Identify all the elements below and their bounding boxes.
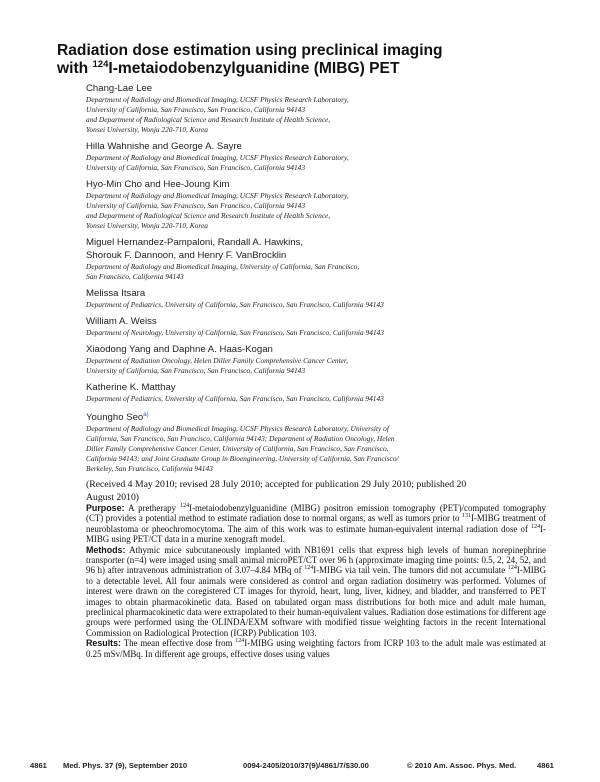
affiliation-line: University of California, San Francisco, San Francisco, California 94143: [86, 105, 306, 114]
text: I-MIBG to a detectable level. All four animals were considered as control and organ radiation dosimetry was performed. Volumes of interest were drawn on the coregistered CT images for thyroid, heart, lung, liver, kidney, and bladder, and transferred to PET images to obtain pharmacokinetic data. Based on tabulated organ mass distributions for both mice and adult male human, preclinical pharmacokinetic data were extrapolated to their human-equivalent values. Radiation dose estimations for different age groups were performed using the: [86, 565, 546, 628]
author-block: [86, 236, 546, 282]
author-block: [86, 178, 546, 231]
affiliation-line: Department of Radiology and Biomedical Imaging, UCSF Physics Research Laboratory,: [86, 153, 349, 162]
text: I-metaiodobenzylguanidine (MIBG) positron emission tomography (PET)/computed tomography (CT) provides a potential method to estimate radiation dose to normal organs, as well as tumors prior to: [86, 503, 546, 524]
affiliation-line: Diller Family Comprehensive Cancer Center, University of California, San Francisco, San Francisco,: [86, 444, 389, 454]
abstract-results: [86, 638, 546, 659]
affiliation-line: San Francisco, California 94143: [86, 272, 184, 281]
affiliation-line: University of California, San Francisco, San Francisco, California 94143: [86, 163, 306, 172]
abstract-methods: [86, 545, 546, 639]
author-name-text: Youngho Seo: [86, 412, 144, 424]
isotope-sup: 124: [235, 638, 245, 645]
text: I-MIBG using PET/CT data in a murine xenograft model.: [86, 523, 546, 545]
affiliation-line: and Department of Radiological Science and Research Institute of Health Science,: [86, 211, 331, 220]
author-name: Chang-Lae Lee: [86, 83, 153, 94]
author-name-continued: Shorouk F. Dannoon, and Henry F. VanBrocklin: [86, 250, 287, 261]
text: Athymic mice subcutaneously implanted with NB1691 cells that express high levels of human norepinephrine transporter (n=4) were imaged using small animal microPET/CT over 96 h (approximate imaging time points: 0.5, 2, 24, 52, and 96 h) after intravenous administration of 3.07–4.84 MBq of: [86, 544, 546, 576]
article-title: [57, 42, 557, 78]
title-suffix: I-metaiodobenzylguanidine (MIBG) PET: [108, 60, 400, 77]
purpose-heading: Purpose:: [86, 503, 125, 513]
title-isotope-superscript: 124: [92, 58, 109, 70]
affiliation-line: Department of Radiology and Biomedical Imaging, UCSF Physics Research Laboratory,: [86, 191, 349, 200]
affiliation-line: Department of Pediatrics, University of California, San Francisco, San Francisco, California 94143: [86, 394, 384, 403]
author-block: [86, 381, 546, 404]
affiliation-line: Yonsei University, Wonju 220-710, Korea: [86, 221, 208, 230]
author-name: Katherine K. Matthay: [86, 382, 176, 393]
text: I-MIBG treatment of neuroblastoma or pheochromocytoma. The aim of this work was to estimate human-equivalent internal radiation dose of: [86, 513, 546, 534]
author-block: [86, 140, 546, 173]
author-name: Xiaodong Yang and Daphne A. Haas-Kogan: [86, 344, 273, 355]
title-prefix: with: [57, 60, 93, 77]
email-link-icon[interactable]: a): [143, 412, 149, 418]
author-name: Melissa Itsara: [86, 288, 146, 299]
journal-citation: Med. Phys. 37 (9), September 2010: [63, 761, 188, 770]
isotope-sup: 124: [531, 523, 541, 530]
author-block: [86, 287, 546, 310]
page-footer: [30, 761, 570, 782]
page-number-right: 4861: [537, 761, 554, 770]
author-name: Hilla Wahnishe and George A. Sayre: [86, 141, 242, 152]
affiliation-line: University of California, San Francisco, San Francisco, California 94143: [86, 366, 306, 375]
affiliation-line: California, San Francisco, San Francisco, California 94143; Department of Radiation Oncology, Helen: [86, 434, 395, 444]
affiliation-line: Department of Pediatrics, University of California, San Francisco, San Francisco, California 94143: [86, 300, 384, 309]
affiliation-line: Berkeley, San Francisco, California 94143: [86, 464, 213, 474]
author-block: [86, 315, 546, 338]
author-name: Hyo-Min Cho and Hee-Joung Kim: [86, 179, 230, 190]
affiliation-line: Department of Neurology, University of California, San Francisco, San Francisco, California 94143: [86, 328, 385, 337]
isotope-sup: 124: [507, 565, 517, 572]
results-heading: Results:: [86, 638, 122, 649]
methods-heading: Methods:: [86, 544, 126, 555]
isotope-sup: 131: [461, 513, 471, 520]
author-name: Miguel Hernandez-Pampaloni, Randall A. Hawkins,: [86, 237, 304, 248]
author-block: [86, 409, 546, 474]
copyright: © 2010 Am. Assoc. Phys. Med.: [407, 761, 517, 770]
page-number-left: 4861: [30, 761, 47, 770]
author-name: William A. Weiss: [86, 316, 157, 327]
text: I-MIBG using weighting factors from ICRP 103 to the adult male was estimated at 0.25 mSv/MBq. In different age groups, effective doses using values: [86, 638, 546, 659]
text: I-MIBG via tail vein. The tumors did not accumulate: [313, 565, 508, 576]
text: software with modified tissue weighting factors in the recent International Commission on Radiological Protection (ICRP) Publication 103.: [86, 617, 546, 638]
received-dates: (Received 4 May 2010; revised 28 July 2010; accepted for publication 29 July 2010; published 20 August 2010): [86, 479, 467, 503]
affiliation-line: Yonsei University, Wonju 220-710, Korea: [86, 125, 208, 134]
author-block: [86, 82, 546, 135]
isotope-sup: 124: [180, 503, 190, 510]
abstract: [86, 503, 546, 659]
affiliation-line: and Department of Radiological Science and Research Institute of Health Science,: [86, 115, 331, 124]
affiliation-line: Department of Radiology and Biomedical Imaging, UCSF Physics Research Laboratory,: [86, 95, 349, 104]
title-line-1: Radiation dose estimation using preclinical imaging: [57, 42, 443, 59]
title-line-2: [57, 60, 557, 78]
affiliation-line: Department of Radiation Oncology, Helen Diller Family Comprehensive Cancer Center,: [86, 356, 348, 365]
author-name: [86, 409, 546, 424]
isotope-sup: 124: [304, 565, 314, 572]
affiliation-line: Department of Radiology and Biomedical Imaging, UCSF Physics Research Laboratory, University of: [86, 424, 389, 434]
affiliation-line: California 94143; and Joint Graduate Group in Bioengineering, University of California, San Francisco/: [86, 454, 399, 464]
abstract-purpose: [86, 503, 546, 545]
author-block: [86, 343, 546, 376]
affiliation-line: University of California, San Francisco, San Francisco, California 94143: [86, 201, 306, 210]
software-name: OLINDA/EXM: [211, 617, 269, 628]
article-code: 0094-2405/2010/37(9)/4861/7/$30.00: [243, 761, 369, 770]
author-list: [86, 82, 546, 504]
text: The mean effective dose from: [121, 638, 236, 649]
text: A pretherapy: [124, 503, 181, 513]
affiliation-line: Department of Radiology and Biomedical Imaging, University of California, San Francisco,: [86, 262, 360, 271]
